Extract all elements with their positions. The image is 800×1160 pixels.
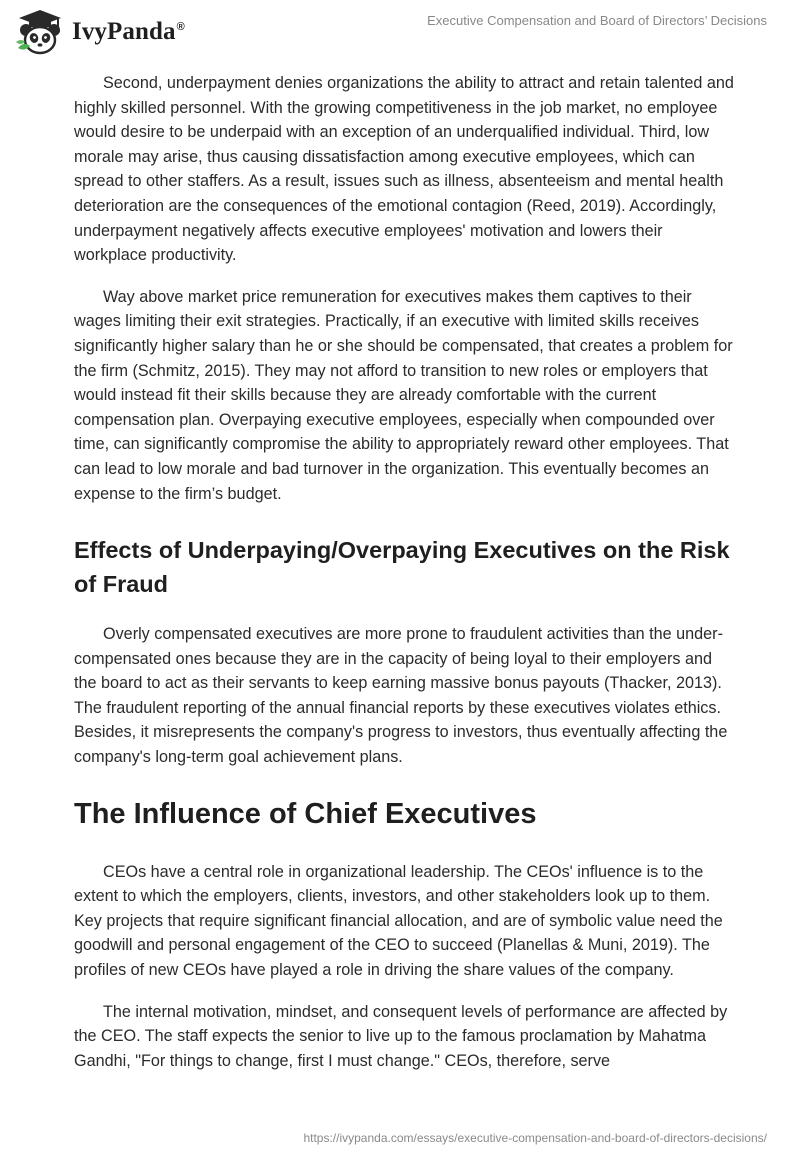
paragraph: Way above market price remuneration for executives makes them captives to their wages limiting their exit strategies. Practically, if an executive with limited skills receives significantly higher salary than he or she should be compensated, that creates a problem for the firm (Schmitz, 2015). They may not afford to transition to new roles or employers that would instead fit their skills because they are already comfortable with the current compensation plan. Overpaying executive employees, especially when compounded over time, can significantly compromise the ability to appropriately reward other employees. That can lead to low morale and bad turnover in the organization. This eventually becomes an expense to the firm’s budget. xyxy=(74,287,733,503)
section-heading-ceo: The Influence of Chief Executives xyxy=(74,797,537,830)
paragraph: The internal motivation, mindset, and consequent levels of performance are affected by the CEO. The staff expects the senior to live up to the famous proclamation by Mahatma Gandhi, "For things to change, first I must change." CEOs, therefore, serve xyxy=(74,1002,728,1070)
paragraph: CEOs have a central role in organizational leadership. The CEOs' influence is to the extent to which the employers, clients, investors, and other stakeholders look up to them. Key projects that require significant financial allocation, and are of symbolic value need the goodwill and personal engagement of the CEO to succeed (Planellas & Muni, 2019). The profiles of new CEOs have played a role in driving the share values of the company. xyxy=(74,862,723,980)
panda-graduate-icon xyxy=(14,8,66,56)
registered-mark: ® xyxy=(176,20,185,33)
document-title: Executive Compensation and Board of Directors’ Decisions xyxy=(427,13,767,28)
source-url[interactable]: https://ivypanda.com/essays/executive-compensation-and-board-of-directors-decisions/ xyxy=(303,1131,767,1145)
page-header xyxy=(0,0,800,60)
essay-body xyxy=(74,71,734,1090)
logo-wordmark: IvyPanda® xyxy=(72,18,185,45)
ivypanda-logo[interactable] xyxy=(14,8,185,56)
paragraph: Second, underpayment denies organizations the ability to attract and retain talented and highly skilled personnel. With the growing competitiveness in the job market, no employee would desire to be underpaid with an exception of an underqualified individual. Third, low morale may arise, thus causing dissatisfaction among executive employees, which can spread to other staffers. As a result, issues such as illness, absenteeism and mental health deterioration are the consequences of the emotional contagion (Reed, 2019). Accordingly, underpayment negatively affects executive employees' motivation and lowers their workplace productivity. xyxy=(74,74,734,265)
paragraph: Overly compensated executives are more prone to fraudulent activities than the under-compensated ones because they are in the capacity of being loyal to their employers and the board to act as their servants to keep earning massive bonus payouts (Thacker, 2013). The fraudulent reporting of the annual financial reports by these executives violates ethics. Besides, it misrepresents the company's progress to investors, thus eventually affecting the company's long-term goal achievement plans. xyxy=(74,625,728,767)
section-heading-fraud: Effects of Underpaying/Overpaying Executives on the Risk of Fraud xyxy=(74,537,730,598)
